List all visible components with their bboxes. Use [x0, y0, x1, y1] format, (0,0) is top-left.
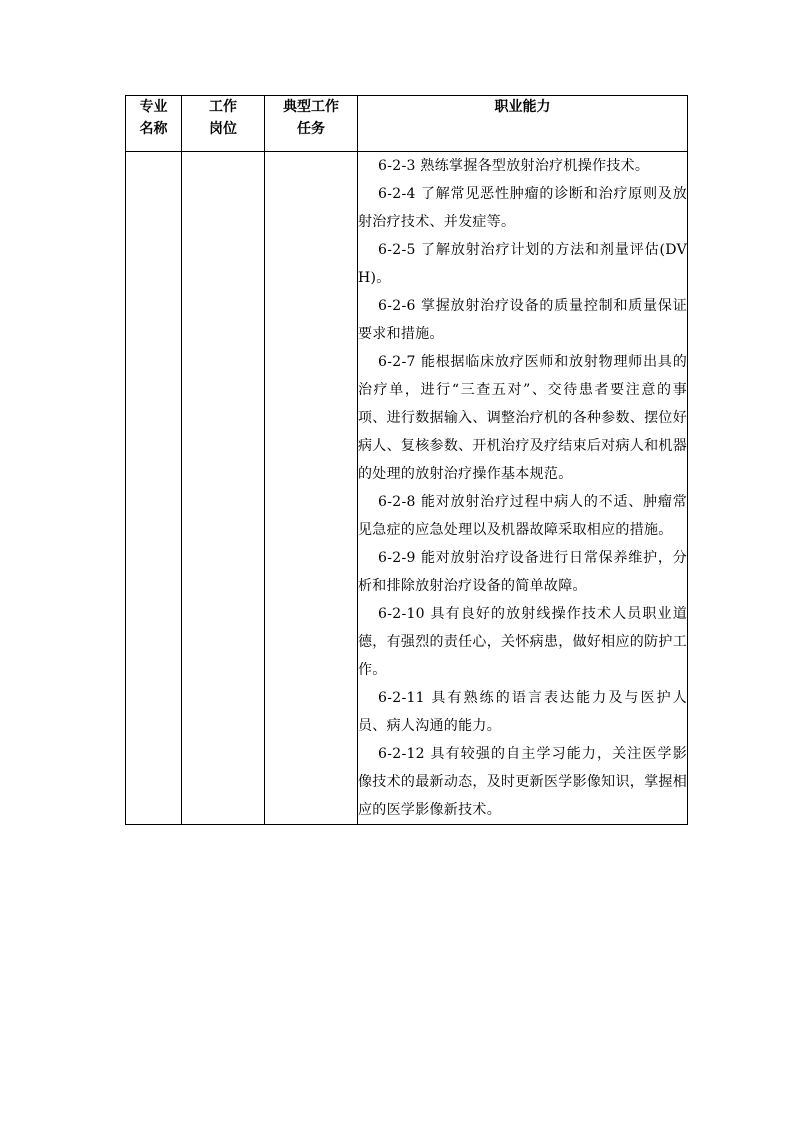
- header-job-position: 工作 岗位: [182, 96, 265, 152]
- ability-item: 6-2-4 了解常见恶性肿瘤的诊断和治疗原则及放射治疗技术、并发症等。: [358, 186, 687, 230]
- occupational-ability-table: [125, 95, 688, 825]
- ability-item: 6-2-6 掌握放射治疗设备的质量控制和质量保证要求和措施。: [358, 298, 687, 342]
- header-major-name: 专业 名称: [126, 96, 182, 152]
- cell-typical-task: [265, 152, 358, 825]
- ability-item: 6-2-11 具有熟练的语言表达能力及与医护人员、病人沟通的能力。: [358, 690, 687, 734]
- ability-item: 6-2-10 具有良好的放射线操作技术人员职业道德，有强烈的责任心，关怀病患，做好相应的防护工作。: [358, 606, 687, 678]
- ability-item: 6-2-8 能对放射治疗过程中病人的不适、肿瘤常见急症的应急处理以及机器故障采取相应的措施。: [358, 494, 687, 538]
- table-row: [126, 152, 688, 825]
- ability-item: 6-2-3 熟练掌握各型放射治疗机操作技术。: [378, 158, 650, 174]
- cell-abilities: [358, 152, 688, 825]
- table-header-row: [126, 96, 688, 152]
- header-occupational-ability: 职业能力: [358, 96, 688, 152]
- header-typical-task: 典型工作 任务: [265, 96, 358, 152]
- cell-major-name: [126, 152, 182, 825]
- cell-job-position: [182, 152, 265, 825]
- ability-item: 6-2-7 能根据临床放疗医师和放射物理师出具的治疗单，进行“三查五对”、交待患者要注意的事项、进行数据输入、调整治疗机的各种参数、摆位好病人、复核参数、开机治疗及疗结束后对病人和机器的处理的放射治疗操作基本规范。: [358, 354, 687, 482]
- ability-item: 6-2-5 了解放射治疗计划的方法和剂量评估(DVH)。: [358, 242, 687, 286]
- ability-item: 6-2-9 能对放射治疗设备进行日常保养维护，分析和排除放射治疗设备的简单故障。: [358, 550, 687, 594]
- ability-item: 6-2-12 具有较强的自主学习能力，关注医学影像技术的最新动态，及时更新医学影像知识，掌握相应的医学影像新技术。: [358, 746, 687, 818]
